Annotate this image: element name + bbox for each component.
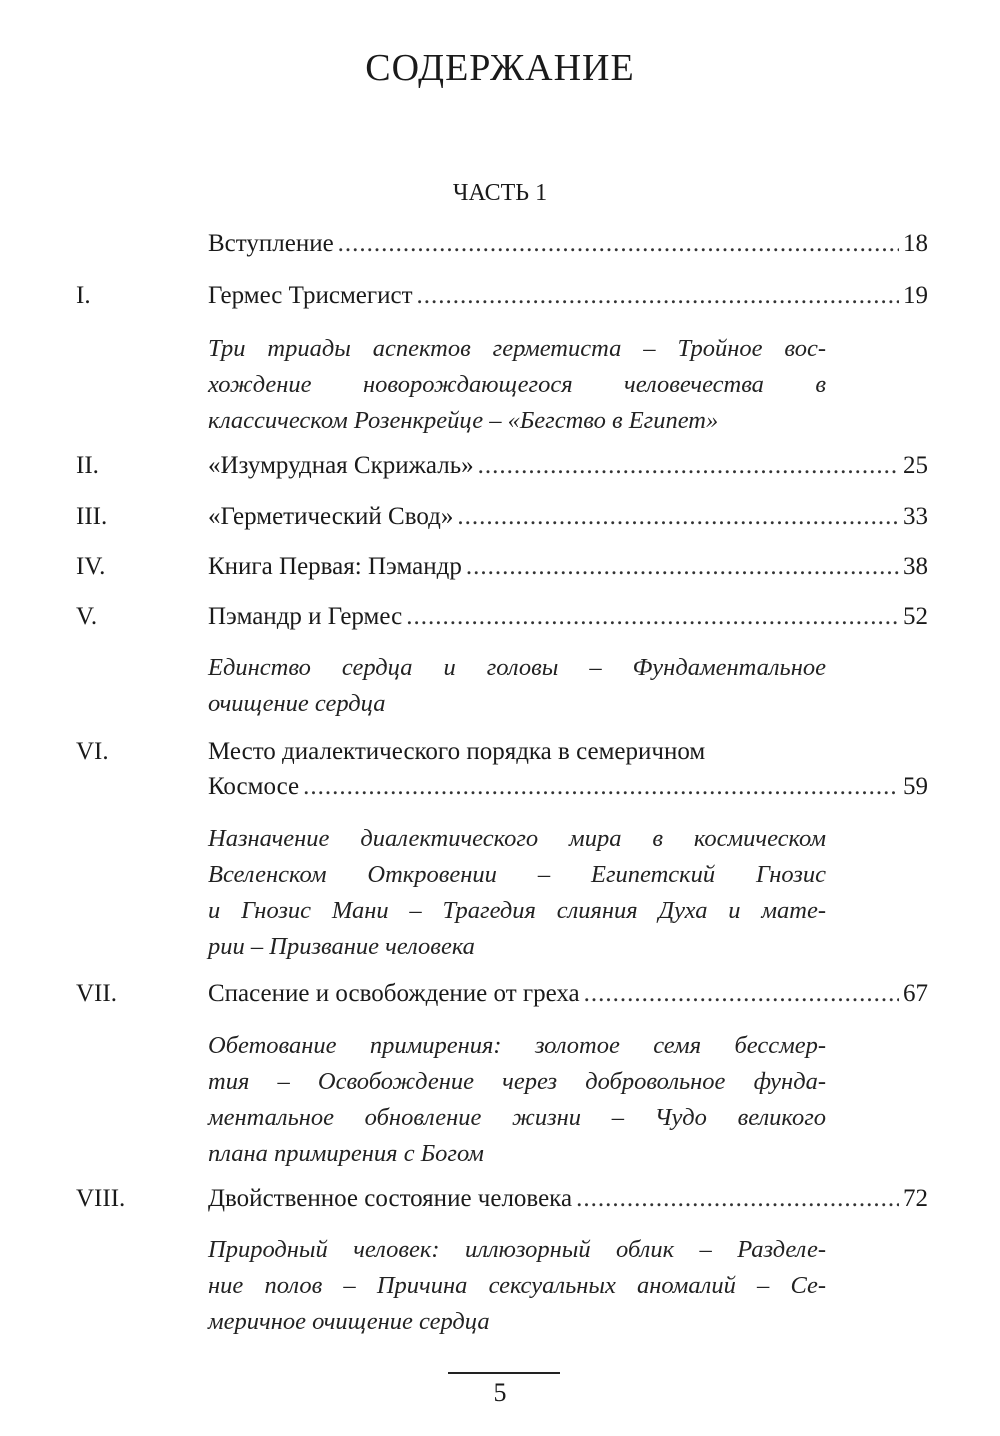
desc-line: Вселенском Откровении – Египетский Гнозис xyxy=(208,861,826,888)
page-title: СОДЕРЖАНИЕ xyxy=(365,47,635,89)
entry-description xyxy=(208,331,826,439)
entry-number: VI. xyxy=(76,738,109,765)
entry-description xyxy=(208,821,826,965)
entry-title: Космосе xyxy=(208,773,300,800)
entry-page: 19 xyxy=(903,282,928,309)
footer-rule xyxy=(448,1372,560,1374)
entry-description xyxy=(208,650,826,722)
entry-title: «Изумрудная Скрижаль» xyxy=(208,452,474,479)
page-number: 5 xyxy=(493,1378,507,1407)
dot-leader xyxy=(457,503,899,531)
desc-line: Три триады аспектов герметиста – Тройное вос- xyxy=(208,335,826,362)
entry-page: 52 xyxy=(903,603,928,630)
entry-title: Гермес Трисмегист xyxy=(208,282,413,309)
entry-number: II. xyxy=(76,452,99,479)
desc-line: ментальное обновление жизни – Чудо великого xyxy=(208,1104,826,1131)
desc-line: ние полов – Причина сексуальных аномалий – Се- xyxy=(208,1272,826,1299)
entry-number: V. xyxy=(76,603,98,630)
dot-leader xyxy=(576,1185,899,1213)
dot-leader xyxy=(584,980,899,1008)
desc-line: Назначение диалектического мира в космическом xyxy=(208,825,826,852)
entry-page: 38 xyxy=(903,553,928,580)
desc-line: и Гнозис Мани – Трагедия слияния Духа и мате- xyxy=(208,897,826,924)
entry-title: Книга Первая: Пэмандр xyxy=(208,553,462,580)
entry-title: Двойственное состояние человека xyxy=(208,1185,573,1212)
desc-line: рии – Призвание человека xyxy=(208,933,475,960)
entry-page: 18 xyxy=(903,230,928,257)
entry-number: III. xyxy=(76,503,108,530)
dot-leader xyxy=(338,230,899,258)
desc-line: Природный человек: иллюзорный облик – Разделе- xyxy=(208,1236,826,1263)
entry-page: 59 xyxy=(903,773,928,800)
entry-number: I. xyxy=(76,282,91,309)
desc-line: Единство сердца и головы – Фундаментальное xyxy=(208,654,826,681)
desc-line: меричное очищение сердца xyxy=(208,1308,490,1335)
entry-page: 67 xyxy=(903,980,928,1007)
dot-leader xyxy=(417,282,899,310)
entry-number: VII. xyxy=(76,980,117,1007)
dot-leader xyxy=(466,553,899,581)
entry-number: VIII. xyxy=(76,1185,126,1212)
desc-line: плана примирения с Богом xyxy=(208,1140,484,1167)
desc-line: очищение сердца xyxy=(208,690,386,717)
entry-title: «Герметический Свод» xyxy=(208,503,454,530)
entry-title-line1: Место диалектического порядка в семеричном xyxy=(208,738,706,765)
entry-description xyxy=(208,1232,826,1340)
entry-page: 25 xyxy=(903,452,928,479)
entry-page: 33 xyxy=(903,503,928,530)
dot-leader xyxy=(478,452,899,480)
entry-title: Спасение и освобождение от греха xyxy=(208,980,580,1007)
entry-description xyxy=(208,1028,826,1172)
dot-leader xyxy=(406,603,899,631)
desc-line: тия – Освобождение через добровольное фунда- xyxy=(208,1068,826,1095)
entry-page: 72 xyxy=(903,1185,928,1212)
part-heading: ЧАСТЬ 1 xyxy=(452,180,548,206)
desc-line: Обетование примирения: золотое семя бессмер- xyxy=(208,1032,826,1059)
entry-number: IV. xyxy=(76,553,106,580)
desc-line: хождение новорождающегося человечества в xyxy=(208,371,826,398)
entry-title: Вступление xyxy=(208,230,334,257)
dot-leader xyxy=(303,773,899,801)
entry-title: Пэмандр и Гермес xyxy=(208,603,403,630)
desc-line: классическом Розенкрейце – «Бегство в Египет» xyxy=(208,407,719,434)
